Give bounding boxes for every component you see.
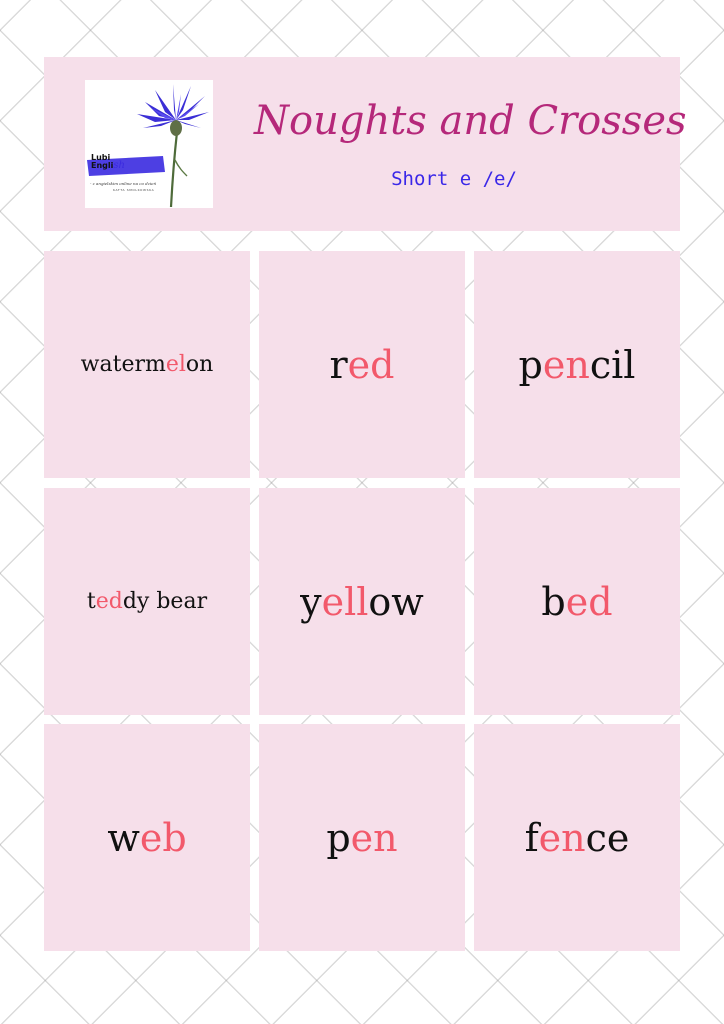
word-part: w [107,815,140,860]
vowel-highlight: ell [321,579,369,624]
word-yellow [300,580,424,624]
word-part: b [541,579,566,624]
word-web [107,816,186,860]
logo-wordmark [91,154,125,170]
logo-line1: Lubi [91,153,111,162]
cell-fence[interactable] [474,724,680,951]
cell-bed[interactable] [474,488,680,715]
word-fence [525,816,630,860]
vowel-highlight: en [542,342,590,387]
header-panel [44,57,687,231]
word-pencil [519,343,636,387]
logo-line2-text: Engli [91,161,114,170]
vowel-highlight: en [538,815,586,860]
logo-author: KATTA SMOLKOWSKA [113,188,155,192]
word-part: ow [368,579,424,624]
cell-web[interactable] [44,724,250,951]
word-part: t [86,589,96,614]
logo [85,80,213,208]
game-grid [44,251,680,951]
vowel-highlight: ed [95,589,123,614]
logo-script: sh [113,160,125,171]
vowel-highlight: ed [347,342,395,387]
word-part: dy bear [122,589,208,614]
word-part: p [326,815,351,860]
word-teddy-bear [87,589,207,614]
page-title: Noughts and Crosses [254,98,687,144]
cell-yellow[interactable] [259,488,465,715]
page-subtitle: Short e /e/ [391,168,517,190]
word-part: f [524,815,539,860]
vowel-highlight: ed [565,579,613,624]
word-bed [541,580,612,624]
word-part: on [185,352,214,377]
cell-red[interactable] [259,251,465,478]
vowel-highlight: en [350,815,398,860]
word-watermelon [81,352,214,377]
vowel-highlight: el [165,352,186,377]
word-part: waterm [80,352,166,377]
cell-teddy-bear[interactable] [44,488,250,715]
logo-tagline: - z angielskim online na co dzień [90,181,157,186]
logo-line2 [91,162,125,170]
word-pen [326,816,397,860]
word-part: cil [589,342,636,387]
word-part: r [329,342,348,387]
word-part: p [518,342,543,387]
word-part: y [300,579,322,624]
word-red [330,343,395,387]
word-part: ce [585,815,630,860]
cell-pencil[interactable] [474,251,680,478]
cell-watermelon[interactable] [44,251,250,478]
vowel-highlight: eb [139,815,187,860]
cell-pen[interactable] [259,724,465,951]
